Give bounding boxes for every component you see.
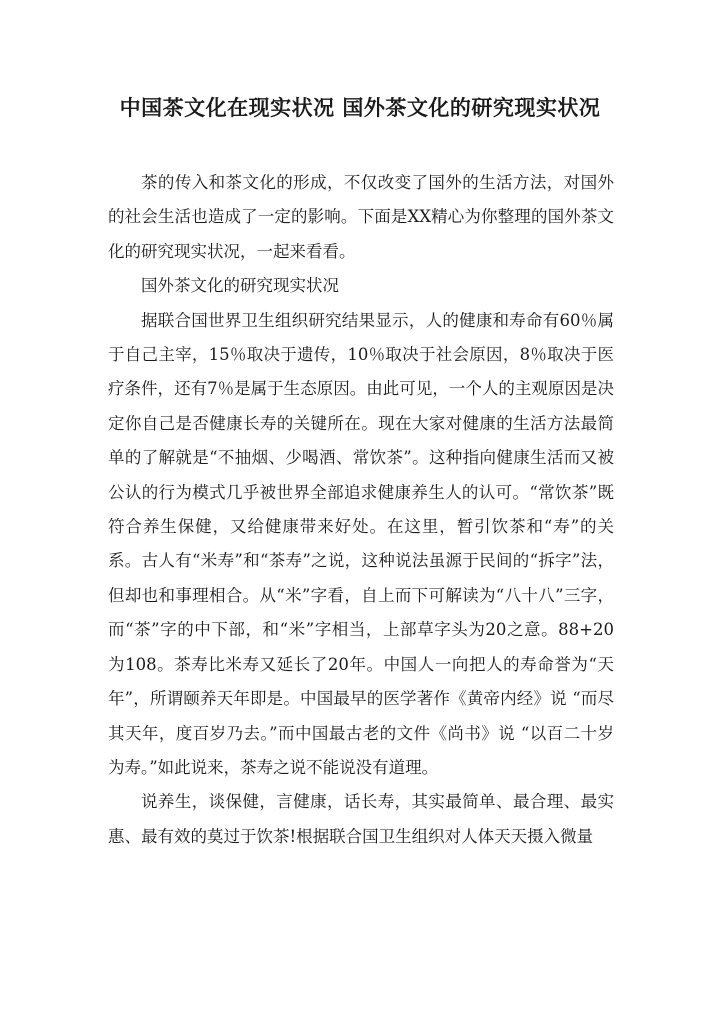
section-heading: 国外茶文化的研究现实状况 <box>141 276 339 296</box>
paragraph-health: 说养生，谈保健，言健康，话长寿，其实最简单、最合理、最实惠、最有效的莫过于饮茶!根据联合国卫生组织对人体天天摄入微量 <box>108 792 614 846</box>
document-title: 中国茶文化在现实状况 国外茶文化的研究现实状况 <box>119 95 601 120</box>
paragraph-longevity: 据联合国世界卫生组织研究结果显示，人的健康和寿命有60％属于自己主宰，15％取决于遗传，10％取决于社会原因，8％取决于医疗条件，还有7％是属于生态原因。由此可见，一个人的主观原因是决定你自己是否健康长寿的关键所在。现在大家对健康的生活方法最简单的了解就是“不抽烟、少喝酒、常饮茶”。这种指向健康生活而又被公认的行为模式几乎被世界全部追求健康养生人的认可。“常饮茶”既符合养生保健，又给健康带来好处。在这里，暂引饮茶和“寿”的关系。古人有“米寿”和“茶寿”之说，这种说法虽源于民间的“拆字”法，但却也和事理相合。从“米”字看，自上而下可解读为“八十八”三字，而“茶”字的中下部，和“米”字相当，上部草字头为20之意。88+20为108。茶寿比米寿又延长了20年。中国人一向把人的寿命誉为“天年”，所谓颐养天年即是。中国最早的医学著作《黄帝内经》说 “而尽其天年，度百岁乃去。”而中国最古老的文件《尚书》说 “以百二十岁为寿。”如此说来，茶寿之说不能说没有道理。 <box>108 310 614 777</box>
document-body <box>108 166 614 854</box>
paragraph-intro: 茶的传入和茶文化的形成，不仅改变了国外的生活方法，对国外的社会生活也造成了一定的影响。下面是XX精心为你整理的国外茶文化的研究现实状况，一起来看看。 <box>108 173 614 261</box>
